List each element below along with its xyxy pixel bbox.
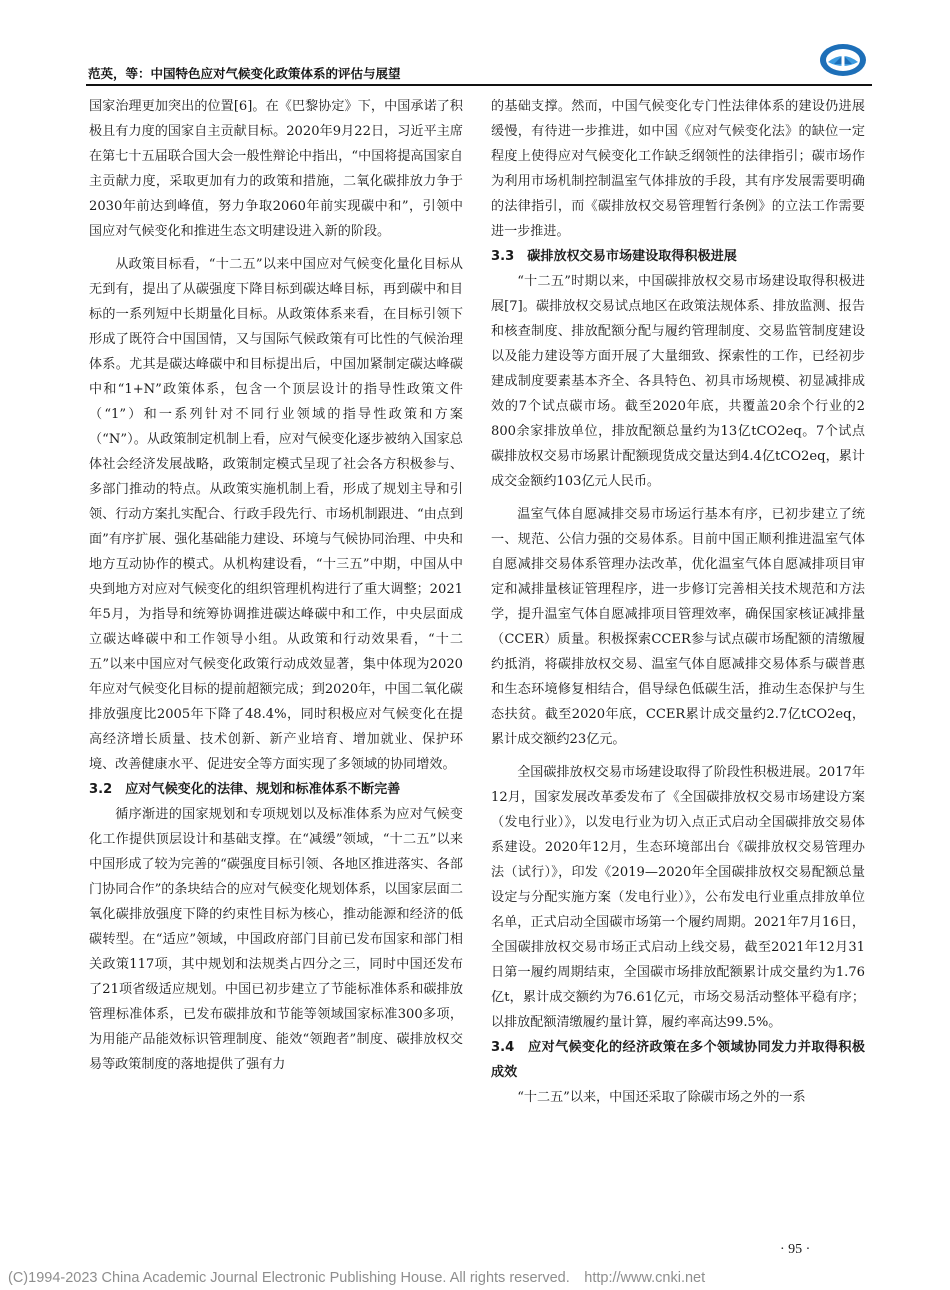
journal-logo-icon	[818, 42, 868, 78]
page-number: · 95 ·	[780, 1242, 811, 1257]
paragraph: 循序渐进的国家规划和专项规划以及标准体系为应对气候变化工作提供顶层设计和基础支撑。在“减缓”领域，“十二五”以来中国形成了较为完善的“碳强度目标引领、各地区推进落实、各部门协同合作”的条块结合的应对气候变化规划体系，以国家层面二氧化碳排放强度下降的约束性目标为核心，推动能源和经济的低碳转型。在“适应”领域，中国政府部门目前已发布国家和部门相关政策117项，其中规划和法规类占四分之三，同时中国还发布了21项省级适应规划。中国已初步建立了节能标准体系和碳排放管理标准体系，已发布碳排放和节能等领域国家标准300多项，为用能产品能效标识管理制度、能效“领跑者”制度、碳排放权交易等政策制度的落地提供了强有力	[89, 807, 463, 1072]
paragraph: 温室气体自愿减排交易市场运行基本有序，已初步建立了统一、规范、公信力强的交易体系。目前中国正顺利推进温室气体自愿减排交易体系管理办法改革，优化温室气体自愿减排项目审定和减排量核证管理程序，进一步修订完善相关技术规范和方法学，提升温室气体自愿减排项目管理效率，确保国家核证减排量（CCER）质量。积极探索CCER参与试点碳市场配额的清缴履约抵消，将碳排放权交易、温室气体自愿减排交易体系与碳普惠和生态环境修复相结合，倡导绿色低碳生活，推动生态保护与生态扶贫。截至2020年底，CCER累计成交量约2.7亿tCO2eq，累计成交额约23亿元。	[491, 507, 865, 747]
section-heading: 3.3 碳排放权交易市场建设取得积极进展	[491, 249, 737, 264]
running-title: 范英，等：中国特色应对气候变化政策体系的评估与展望	[88, 66, 401, 81]
header-rule	[86, 84, 872, 86]
paragraph: 全国碳排放权交易市场建设取得了阶段性积极进展。2017年12月，国家发展改革委发布了《全国碳排放权交易市场建设方案（发电行业）》，以发电行业为切入点正式启动全国碳排放交易体系建设。2020年12月，生态环境部出台《碳排放权交易管理办法（试行）》，印发《2019—2020年全国碳排放权交易配额总量设定与分配实施方案（发电行业）》，公布发电行业重点排放单位名单，正式启动全国碳市场第一个履约周期。2021年7月16日，全国碳排放权交易市场正式启动上线交易，截至2021年12月31日第一履约周期结束，全国碳市场排放配额累计成交量约为1.76亿t，累计成交额约为76.61亿元，市场交易活动整体平稳有序；以排放配额清缴履约量计算，履约率高达99.5%。	[491, 765, 865, 1030]
paragraph: “十二五”以来，中国还采取了除碳市场之外的一系	[517, 1090, 806, 1105]
left-column	[89, 94, 463, 1077]
paragraph: 从政策目标看，“十二五”以来中国应对气候变化量化目标从无到有，提出了从碳强度下降目标到碳达峰目标，再到碳中和目标的一系列短中长期量化目标。从政策体系来看，在目标引领下形成了既符合中国国情，又与国际气候政策有可比性的气候治理体系。尤其是碳达峰碳中和目标提出后，中国加紧制定碳达峰碳中和“1+N”政策体系，包含一个顶层设计的指导性政策文件（“1”）和一系列针对不同行业领域的指导性政策和方案（“N”）。从政策制定机制上看，应对气候变化逐步被纳入国家总体社会经济发展战略，政策制定模式呈现了社会各方积极参与、多部门推动的特点。从政策实施机制上看，形成了规划主导和引领、行动方案扎实配合、行政手段先行、市场机制跟进、“由点到面”有序扩展、强化基础能力建设、环境与气候协同治理、中央和地方互动协作的模式。从机构建设看，“十三五”中期，中国从中央到地方对应对气候变化的组织管理机构进行了重大调整；2021年5月，为指导和统筹协调推进碳达峰碳中和工作，中央层面成立碳达峰碳中和工作领导小组。从政策和行动效果看，“十二五”以来中国应对气候变化政策行动成效显著，集中体现为2020年应对气候变化目标的提前超额完成；到2020年，中国二氧化碳排放强度比2005年下降了48.4%，同时积极应对气候变化在提高经济增长质量、技术创新、新产业培育、增加就业、保护环境、改善健康水平、促进安全等方面实现了多领域的协同增效。	[89, 257, 463, 772]
section-heading: 3.4 应对气候变化的经济政策在多个领域协同发力并取得积极成效	[491, 1040, 865, 1080]
paragraph: 国家治理更加突出的位置[6]。在《巴黎协定》下，中国承诺了积极且有力度的国家自主贡献目标。2020年9月22日，习近平主席在第七十五届联合国大会一般性辩论中指出，“中国将提高国家自主贡献力度，采取更加有力的政策和措施，二氧化碳排放力争于2030年前达到峰值，努力争取2060年前实现碳中和”，引领中国应对气候变化和推进生态文明建设进入新的阶段。	[89, 99, 463, 239]
paragraph: 的基础支撑。然而，中国气候变化专门性法律体系的建设仍进展缓慢，有待进一步推进，如中国《应对气候变化法》的缺位一定程度上使得应对气候变化工作缺乏纲领性的法律指引；碳市场作为利用市场机制控制温室气体排放的手段，其有序发展需要明确的法律指引，而《碳排放权交易管理暂行条例》的立法工作需要进一步推进。	[491, 99, 865, 239]
copyright-footer: (C)1994-2023 China Academic Journal Electronic Publishing House. All rights reserved. http://www.cnki.net	[8, 1270, 706, 1286]
right-column	[491, 94, 865, 1110]
paragraph: “十二五”时期以来，中国碳排放权交易市场建设取得积极进展[7]。碳排放权交易试点地区在政策法规体系、排放监测、报告和核查制度、排放配额分配与履约管理制度、交易监管制度建设以及能力建设等方面开展了大量细致、探索性的工作，已经初步建成制度要素基本齐全、各具特色、初具市场规模、初显减排成效的7个试点碳市场。截至2020年底，共覆盖20余个行业的2 800余家排放单位，排放配额总量约为13亿tCO2eq。7个试点碳排放权交易市场累计配额现货成交量达到4.4亿tCO2eq，累计成交金额约103亿元人民币。	[491, 274, 865, 489]
section-heading: 3.2 应对气候变化的法律、规划和标准体系不断完善	[89, 782, 401, 797]
